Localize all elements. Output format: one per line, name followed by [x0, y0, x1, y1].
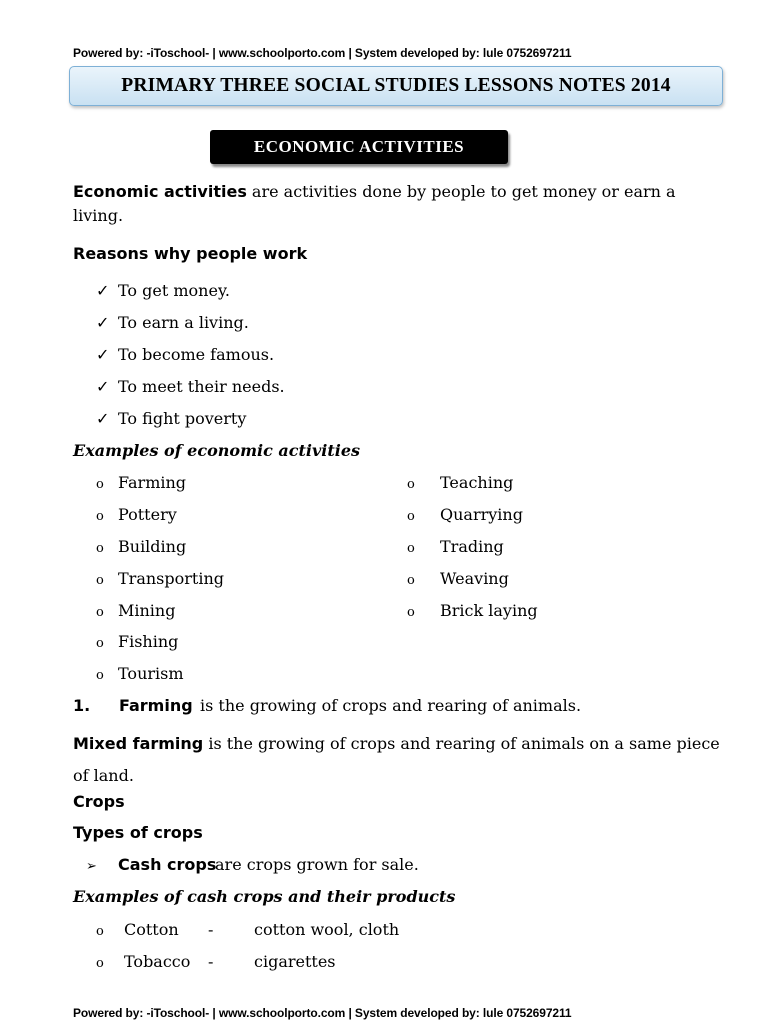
list-item: ✓ To fight poverty	[96, 409, 247, 428]
circle-bullet-icon: o	[96, 636, 104, 651]
list-item: o Quarrying	[407, 505, 523, 524]
farming-number: 1.	[73, 696, 91, 715]
circle-bullet-icon: o	[96, 668, 104, 683]
crops-heading: Crops	[73, 792, 125, 811]
crop-product: cotton wool, cloth	[254, 920, 400, 939]
definition-text: are activities done by people to get money or earn a living.	[73, 182, 676, 225]
circle-bullet-icon: o	[96, 956, 104, 971]
list-item: o Transporting	[96, 569, 224, 588]
list-item: o Building	[96, 537, 187, 556]
cash-crops-item	[86, 855, 217, 874]
farming-text: is the growing of crops and rearing of animals.	[200, 696, 582, 715]
definition-term: Economic activities	[73, 182, 247, 201]
check-icon: ✓	[96, 345, 110, 364]
document-title: PRIMARY THREE SOCIAL STUDIES LESSONS NOTES 2014	[121, 75, 671, 96]
circle-bullet-icon: o	[96, 509, 104, 524]
crop-dash: -	[208, 920, 214, 939]
list-item	[96, 920, 400, 939]
definition-paragraph	[73, 180, 713, 228]
circle-bullet-icon: o	[96, 605, 104, 620]
mixed-farming-text: is the growing of crops and rearing of animals on a same piece of land.	[73, 734, 720, 785]
check-icon: ✓	[96, 409, 110, 428]
types-of-crops-heading: Types of crops	[73, 823, 203, 842]
circle-bullet-icon: o	[96, 924, 104, 939]
cash-crops-examples-heading: Examples of cash crops and their products	[73, 887, 456, 906]
circle-bullet-icon: o	[407, 477, 415, 492]
circle-bullet-icon: o	[407, 573, 415, 588]
check-icon: ✓	[96, 313, 110, 332]
mixed-farming-paragraph	[73, 728, 723, 792]
check-icon: ✓	[96, 281, 110, 300]
circle-bullet-icon: o	[407, 509, 415, 524]
reasons-heading: Reasons why people work	[73, 244, 308, 263]
crop-name: Tobacco	[124, 952, 191, 971]
list-item: o Brick laying	[407, 601, 538, 620]
circle-bullet-icon: o	[96, 573, 104, 588]
farming-paragraph	[73, 696, 193, 715]
check-icon: ✓	[96, 377, 110, 396]
section-title-box	[210, 130, 508, 164]
circle-bullet-icon: o	[407, 541, 415, 556]
list-item: ✓ To earn a living.	[96, 313, 249, 332]
list-item: o Trading	[407, 537, 504, 556]
crop-product: cigarettes	[254, 952, 336, 971]
farming-term: Farming	[119, 696, 193, 715]
cash-crops-text: are crops grown for sale.	[215, 855, 419, 874]
list-item: ✓ To meet their needs.	[96, 377, 285, 396]
circle-bullet-icon: o	[407, 605, 415, 620]
list-item: o Weaving	[407, 569, 509, 588]
crop-name: Cotton	[124, 920, 179, 939]
list-item: o Farming	[96, 473, 187, 492]
list-item: o Mining	[96, 601, 176, 620]
mixed-farming-term: Mixed farming	[73, 734, 204, 753]
cash-crops-term: Cash crops	[118, 855, 217, 874]
arrow-bullet-icon: ➢	[86, 859, 97, 874]
list-item: o Teaching	[407, 473, 514, 492]
list-item: o Fishing	[96, 632, 179, 651]
circle-bullet-icon: o	[96, 541, 104, 556]
list-item: o Tourism	[96, 664, 184, 683]
footer-powered-by: Powered by: -iToschool- | www.schoolporto.com | System developed by: lule 0752697211	[73, 1006, 572, 1020]
list-item: o Pottery	[96, 505, 177, 524]
list-item	[96, 952, 336, 971]
document-title-banner	[69, 66, 723, 106]
header-powered-by: Powered by: -iToschool- | www.schoolporto.com | System developed by: lule 0752697211	[73, 46, 572, 60]
crop-dash: -	[208, 952, 214, 971]
circle-bullet-icon: o	[96, 477, 104, 492]
examples-heading: Examples of economic activities	[73, 441, 361, 460]
list-item: ✓ To become famous.	[96, 345, 275, 364]
section-title: ECONOMIC ACTIVITIES	[253, 137, 465, 156]
list-item: ✓ To get money.	[96, 281, 230, 300]
